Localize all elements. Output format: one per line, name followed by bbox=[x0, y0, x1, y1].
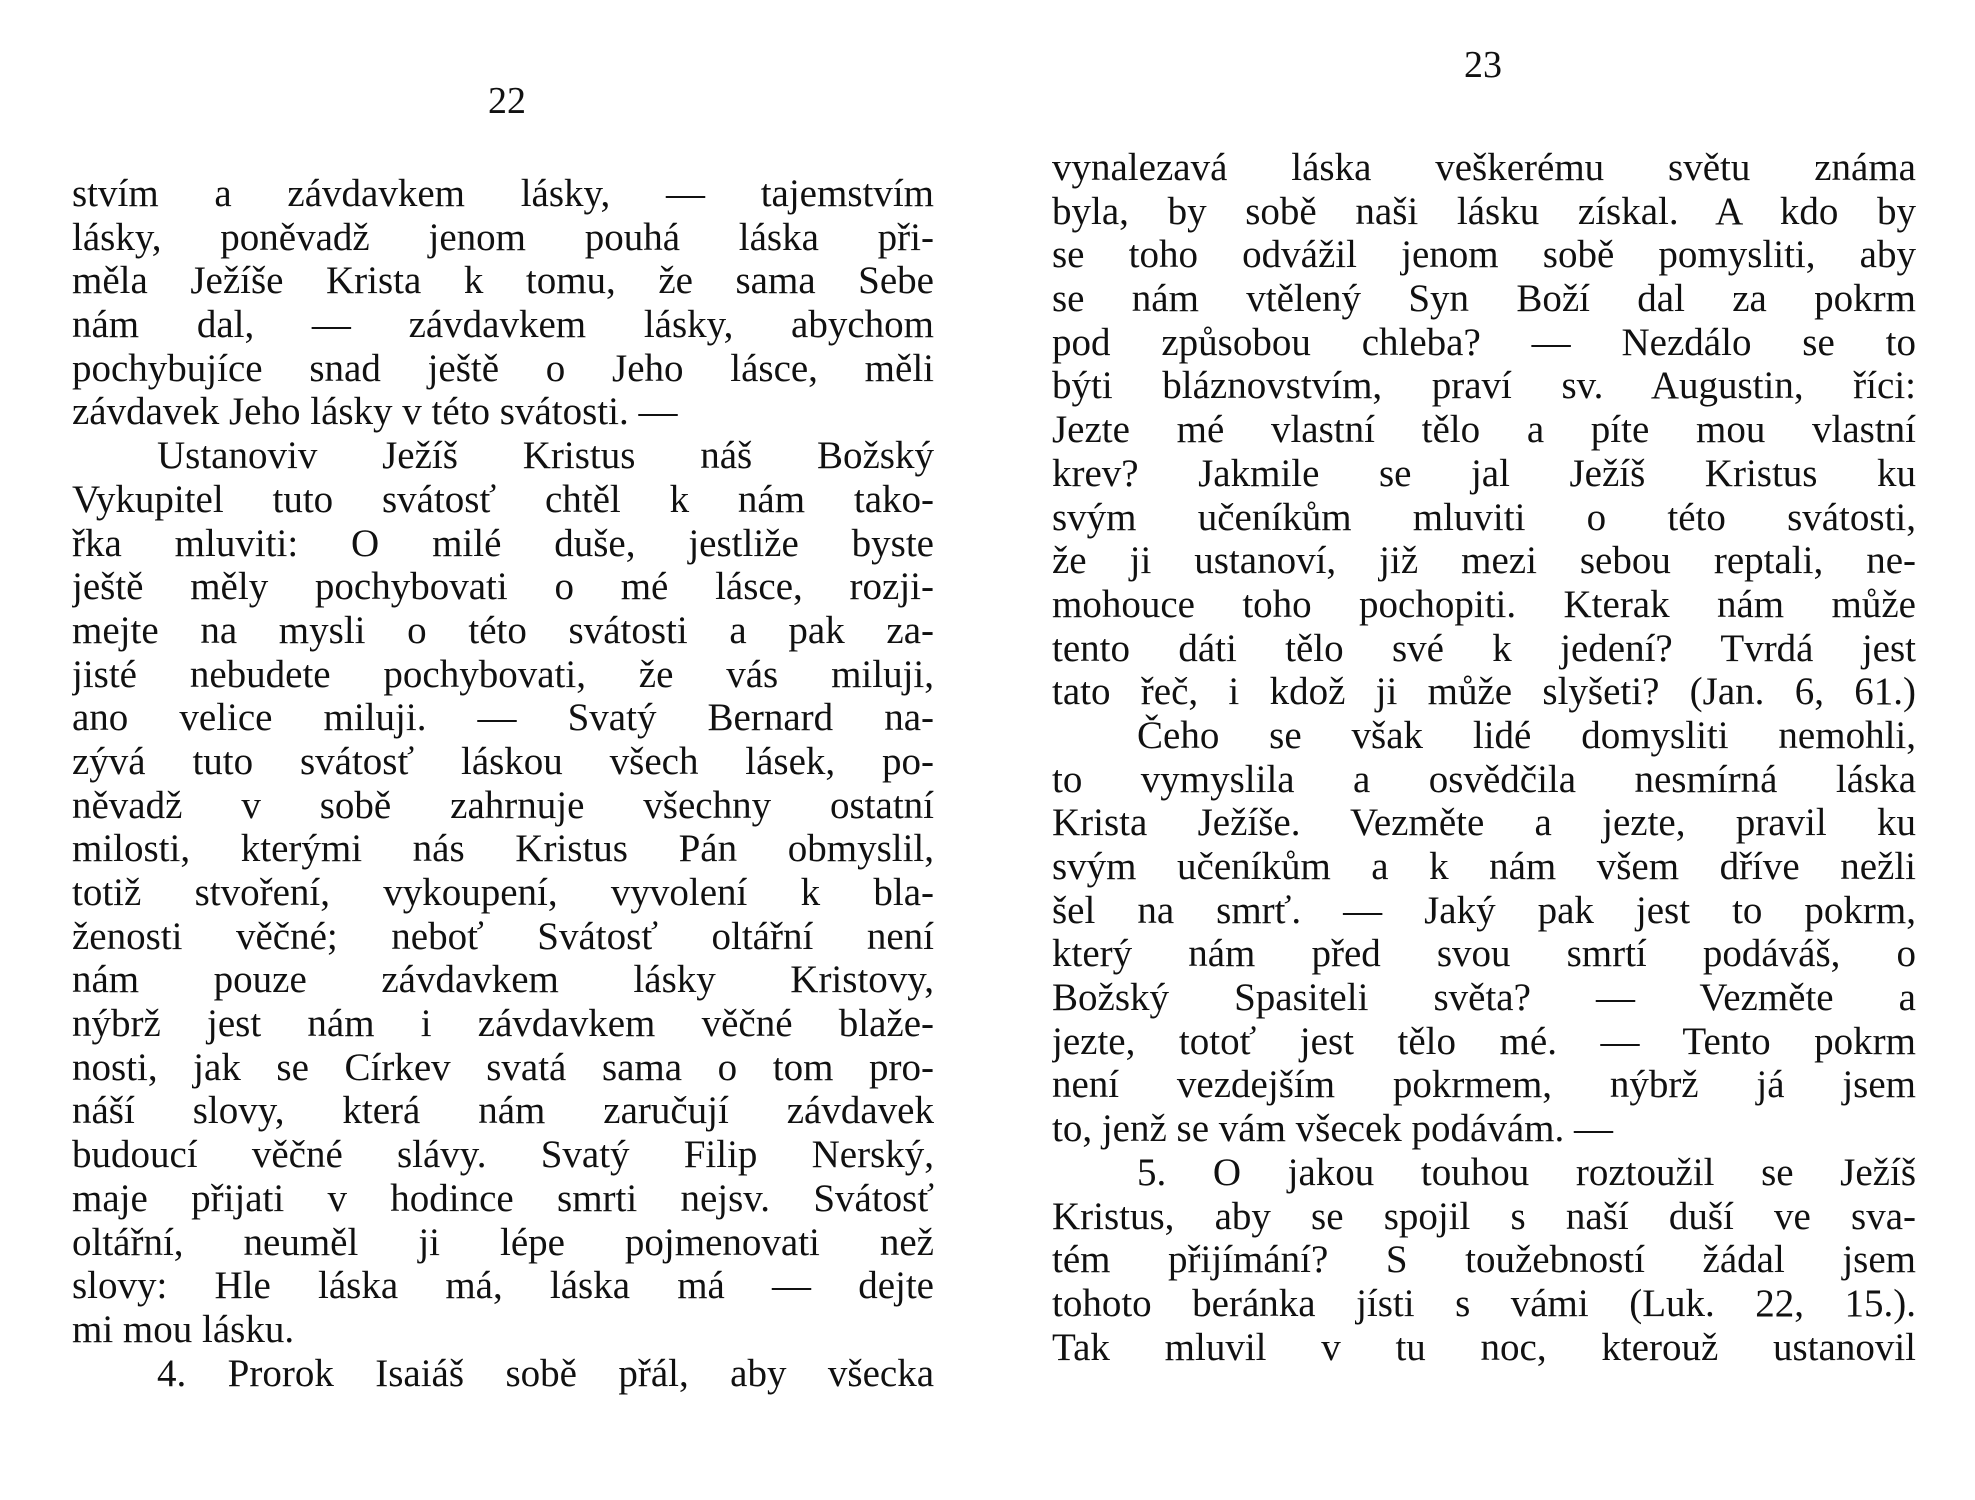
text-line: totiž stvoření, vykoupení, vyvolení k bla- bbox=[72, 871, 934, 914]
text-line: tato řeč, i kdož ji může slyšeti? (Jan. 6, 61.) bbox=[1052, 670, 1916, 714]
text-line: který nám před svou smrtí podáváš, o bbox=[1052, 932, 1916, 976]
text-line: milosti, kterými nás Kristus Pán obmyslil, bbox=[72, 827, 934, 871]
text-line: něvadž v sobě zahrnuje všechny ostatní bbox=[72, 783, 934, 827]
text-line: budoucí věčné slávy. Svatý Filip Nerský, bbox=[72, 1133, 934, 1177]
text-line: závdavek Jeho lásky v této svátosti. — bbox=[72, 390, 678, 434]
text-line: byla, by sobě naši lásku získal. A kdo by bbox=[1052, 189, 1916, 233]
text-line: náší slovy, která nám zaručují závdavek bbox=[72, 1089, 934, 1133]
right-page-number: 23 bbox=[1464, 44, 1502, 86]
text-line: lásky, poněvadž jenom pouhá láska při- bbox=[72, 215, 934, 259]
text-line: ženosti věčné; neboť Svátosť oltářní není bbox=[72, 914, 934, 958]
text-line: maje přijati v hodince smrti nejsv. Svátosť bbox=[72, 1176, 934, 1220]
text-line: tohoto beránka jísti s vámi (Luk. 22, 15.). bbox=[1052, 1281, 1916, 1325]
text-line: jisté nebudete pochybovati, že vás miluji, bbox=[72, 652, 934, 696]
text-line: býti bláznovstvím, praví sv. Augustin, říci: bbox=[1052, 364, 1916, 408]
text-line: ještě měly pochybovati o mé lásce, rozji- bbox=[72, 565, 934, 609]
text-line: tém přijímání? S toužebností žádal jsem bbox=[1052, 1238, 1916, 1282]
text-line: svým učeníkům mluviti o této svátosti, bbox=[1052, 495, 1916, 539]
text-line: slovy: Hle láska má, láska má — dejte bbox=[72, 1264, 934, 1308]
text-line: Kristus, aby se spojil s naší duší ve sva- bbox=[1052, 1194, 1916, 1238]
text-line: pod způsobou chleba? — Nezdálo se to bbox=[1052, 320, 1916, 364]
text-line: oltářní, neuměl ji lépe pojmenovati než bbox=[72, 1220, 934, 1264]
text-line: řka mluviti: O milé duše, jestliže byste bbox=[72, 521, 934, 565]
text-line: Božský Spasiteli světa? — Vezměte a bbox=[1052, 976, 1916, 1020]
text-line: to vymyslila a osvědčila nesmírná láska bbox=[1052, 757, 1916, 801]
text-line: Jezte mé vlastní tělo a píte mou vlastní bbox=[1052, 408, 1916, 452]
text-line: tento dáti tělo své k jedení? Tvrdá jest bbox=[1052, 626, 1916, 670]
text-line: ano velice miluji. — Svatý Bernard na- bbox=[72, 696, 934, 740]
text-line: nosti, jak se Církev svatá sama o tom pro- bbox=[72, 1045, 934, 1089]
text-line: mohouce toho pochopiti. Kterak nám může bbox=[1052, 582, 1916, 626]
text-line: Čeho se však lidé domysliti nemohli, bbox=[1137, 713, 1916, 757]
text-line: vynalezavá láska veškerému světu známa bbox=[1052, 146, 1916, 189]
text-line: se nám vtělený Syn Boží dal za pokrm bbox=[1052, 277, 1916, 321]
text-line: mejte na mysli o této svátosti a pak za- bbox=[72, 608, 934, 652]
left-page-number: 22 bbox=[488, 80, 526, 122]
left-page-text bbox=[72, 172, 934, 1395]
right-page-text bbox=[1052, 146, 1916, 1369]
text-line: 4. Prorok Isaiáš sobě přál, aby všecka bbox=[157, 1351, 934, 1395]
text-line: 5. O jakou touhou roztoužil se Ježíš bbox=[1137, 1150, 1916, 1194]
text-line: mi mou lásku. bbox=[72, 1307, 295, 1351]
text-line: jezte, totoť jest tělo mé. — Tento pokrm bbox=[1052, 1019, 1916, 1063]
text-line: nám dal, — závdavkem lásky, abychom bbox=[72, 303, 934, 347]
text-line: se toho odvážil jenom sobě pomysliti, aby bbox=[1052, 233, 1916, 277]
text-line: krev? Jakmile se jal Ježíš Kristus ku bbox=[1052, 451, 1916, 495]
text-line: nám pouze závdavkem lásky Kristovy, bbox=[72, 958, 934, 1002]
text-line: Vykupitel tuto svátosť chtěl k nám tako- bbox=[72, 477, 934, 521]
text-line: není vezdejším pokrmem, nýbrž já jsem bbox=[1052, 1063, 1916, 1107]
text-line: nýbrž jest nám i závdavkem věčné blaže- bbox=[72, 1002, 934, 1046]
text-line: Krista Ježíše. Vezměte a jezte, pravil ku bbox=[1052, 801, 1916, 845]
text-line: šel na smrť. — Jaký pak jest to pokrm, bbox=[1052, 888, 1916, 932]
text-line: svým učeníkům a k nám všem dříve nežli bbox=[1052, 845, 1916, 888]
text-line: zývá tuto svátosť láskou všech lásek, po- bbox=[72, 739, 934, 783]
text-line: to, jenž se vám všecek podávám. — bbox=[1052, 1107, 1613, 1151]
text-line: Ustanoviv Ježíš Kristus náš Božský bbox=[157, 434, 934, 478]
text-line: stvím a závdavkem lásky, — tajemstvím bbox=[72, 172, 934, 215]
text-line: že ji ustanoví, již mezi sebou reptali, ne- bbox=[1052, 539, 1916, 583]
text-line: Tak mluvil v tu noc, kterouž ustanovil bbox=[1052, 1325, 1916, 1369]
text-line: pochybujíce snad ještě o Jeho lásce, měli bbox=[72, 346, 934, 390]
text-line: měla Ježíše Krista k tomu, že sama Sebe bbox=[72, 259, 934, 303]
